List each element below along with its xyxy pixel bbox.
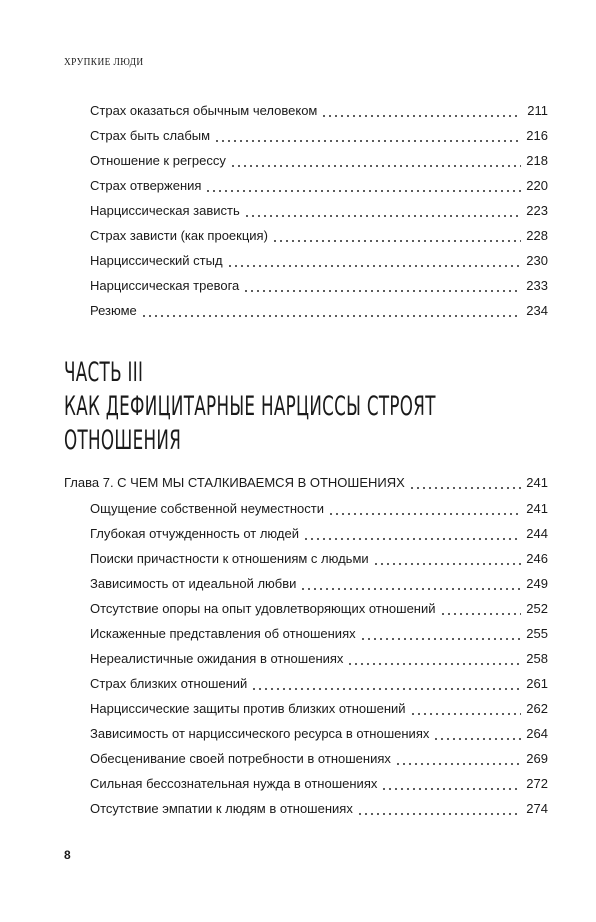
toc-entry-title: Нереалистичные ожидания в отношениях bbox=[90, 651, 344, 666]
part-heading-line: КАК ДЕФИЦИТАРНЫЕ НАРЦИССЫ СТРОЯТ bbox=[64, 391, 436, 422]
toc-entry bbox=[90, 302, 548, 320]
toc-entry-title: Зависимость от нарциссического ресурса в отношениях bbox=[90, 726, 430, 741]
toc-entry-page: 220 bbox=[526, 178, 548, 193]
toc-entry-page: 269 bbox=[526, 751, 548, 766]
dot-leader bbox=[360, 625, 521, 643]
dot-leader bbox=[395, 750, 521, 768]
toc-entry-title: Отсутствие эмпатии к людям в отношениях bbox=[90, 801, 353, 816]
toc-entry-page: 274 bbox=[526, 801, 548, 816]
part-heading-line: ОТНОШЕНИЯ bbox=[64, 425, 182, 456]
toc-entry-page: 244 bbox=[526, 526, 548, 541]
toc-entry-page: 230 bbox=[526, 253, 548, 268]
dot-leader bbox=[357, 800, 521, 818]
toc-entry bbox=[90, 775, 548, 793]
toc-entry bbox=[90, 750, 548, 768]
toc-entry-page: 258 bbox=[526, 651, 548, 666]
toc-entry-title: Страх быть слабым bbox=[90, 128, 211, 143]
toc-entry-page: 246 bbox=[526, 551, 548, 566]
toc-entry-page: 252 bbox=[526, 601, 548, 616]
toc-chapter-title: Глава 7. С ЧЕМ МЫ СТАЛКИВАЕМСЯ В ОТНОШЕНИЯХ bbox=[64, 475, 405, 490]
toc-entry bbox=[90, 277, 548, 295]
toc-chapter-page: 241 bbox=[526, 475, 548, 490]
toc-entry-title: Искаженные представления об отношениях bbox=[90, 626, 356, 641]
dot-leader bbox=[300, 575, 521, 593]
toc-entry-page: 249 bbox=[526, 576, 548, 591]
toc-entry-page: 233 bbox=[526, 278, 548, 293]
dot-leader bbox=[205, 177, 521, 195]
toc-entry-page: 234 bbox=[526, 303, 548, 318]
toc-entry-page: 272 bbox=[526, 776, 548, 791]
dot-leader bbox=[272, 227, 521, 245]
toc-entry-page: 255 bbox=[526, 626, 548, 641]
toc-entry-page: 261 bbox=[526, 676, 548, 691]
part-heading-line: ЧАСТЬ III bbox=[64, 357, 144, 388]
dot-leader bbox=[321, 102, 521, 120]
toc-entry-title: Нарциссическая тревога bbox=[90, 278, 240, 293]
toc-entry-title: Глубокая отчужденность от людей bbox=[90, 526, 299, 541]
toc-entry bbox=[90, 625, 548, 643]
toc-entry bbox=[90, 152, 548, 170]
toc-entry bbox=[90, 650, 548, 668]
toc-chapter-entry bbox=[64, 474, 548, 492]
dot-leader bbox=[230, 152, 521, 170]
toc-entry-title: Страх отвержения bbox=[90, 178, 202, 193]
toc-entry-page: 216 bbox=[526, 128, 548, 143]
running-head: ХРУПКИЕ ЛЮДИ bbox=[64, 56, 144, 68]
toc-entry bbox=[90, 700, 548, 718]
toc-entry-title: Отсутствие опоры на опыт удовлетворяющих отношений bbox=[90, 601, 436, 616]
toc-entry-title: Сильная бессознательная нужда в отношениях bbox=[90, 776, 378, 791]
toc-entry-title: Ощущение собственной неуместности bbox=[90, 501, 324, 516]
toc-entry bbox=[90, 675, 548, 693]
toc-entry-title: Страх оказаться обычным человеком bbox=[90, 103, 318, 118]
dot-leader bbox=[440, 600, 521, 618]
toc-entry-title: Нарциссические защиты против близких отношений bbox=[90, 701, 406, 716]
dot-leader bbox=[328, 500, 521, 518]
toc-entry-title: Резюме bbox=[90, 303, 137, 318]
toc-entry-page: 223 bbox=[526, 203, 548, 218]
toc-entry bbox=[90, 575, 548, 593]
toc-entry bbox=[90, 127, 548, 145]
toc-entry-title: Отношение к регрессу bbox=[90, 153, 226, 168]
dot-leader bbox=[227, 252, 521, 270]
dot-leader bbox=[410, 700, 521, 718]
toc-entry-page: 211 bbox=[527, 103, 548, 118]
toc-entry-title: Зависимость от идеальной любви bbox=[90, 576, 297, 591]
part-heading bbox=[64, 356, 535, 458]
dot-leader bbox=[433, 725, 521, 743]
dot-leader bbox=[409, 474, 521, 492]
toc-entry-page: 264 bbox=[526, 726, 548, 741]
toc-entry-page: 241 bbox=[526, 501, 548, 516]
toc-entry-title: Страх зависти (как проекция) bbox=[90, 228, 268, 243]
toc-entry bbox=[90, 102, 548, 120]
toc-entry-title: Поиски причастности к отношениям с людьми bbox=[90, 551, 369, 566]
toc-entry-title: Страх близких отношений bbox=[90, 676, 248, 691]
toc-entry bbox=[90, 227, 548, 245]
dot-leader bbox=[243, 277, 521, 295]
dot-leader bbox=[141, 302, 521, 320]
toc-entry bbox=[90, 202, 548, 220]
toc-entry bbox=[90, 177, 548, 195]
toc-entry-page: 218 bbox=[526, 153, 548, 168]
toc-entry-title: Нарциссическая зависть bbox=[90, 203, 240, 218]
page-number: 8 bbox=[64, 848, 71, 862]
toc-entry bbox=[90, 600, 548, 618]
dot-leader bbox=[381, 775, 521, 793]
dot-leader bbox=[214, 127, 521, 145]
toc-entry bbox=[90, 525, 548, 543]
dot-leader bbox=[303, 525, 521, 543]
dot-leader bbox=[347, 650, 521, 668]
toc-entry bbox=[90, 800, 548, 818]
toc-entry bbox=[90, 725, 548, 743]
toc-entry bbox=[90, 550, 548, 568]
toc-entry bbox=[90, 252, 548, 270]
dot-leader bbox=[373, 550, 521, 568]
toc-entry bbox=[90, 500, 548, 518]
dot-leader bbox=[244, 202, 521, 220]
toc-entry-title: Обесценивание своей потребности в отношениях bbox=[90, 751, 391, 766]
toc-entry-page: 228 bbox=[526, 228, 548, 243]
toc-entry-page: 262 bbox=[526, 701, 548, 716]
toc-entry-title: Нарциссический стыд bbox=[90, 253, 223, 268]
dot-leader bbox=[251, 675, 521, 693]
